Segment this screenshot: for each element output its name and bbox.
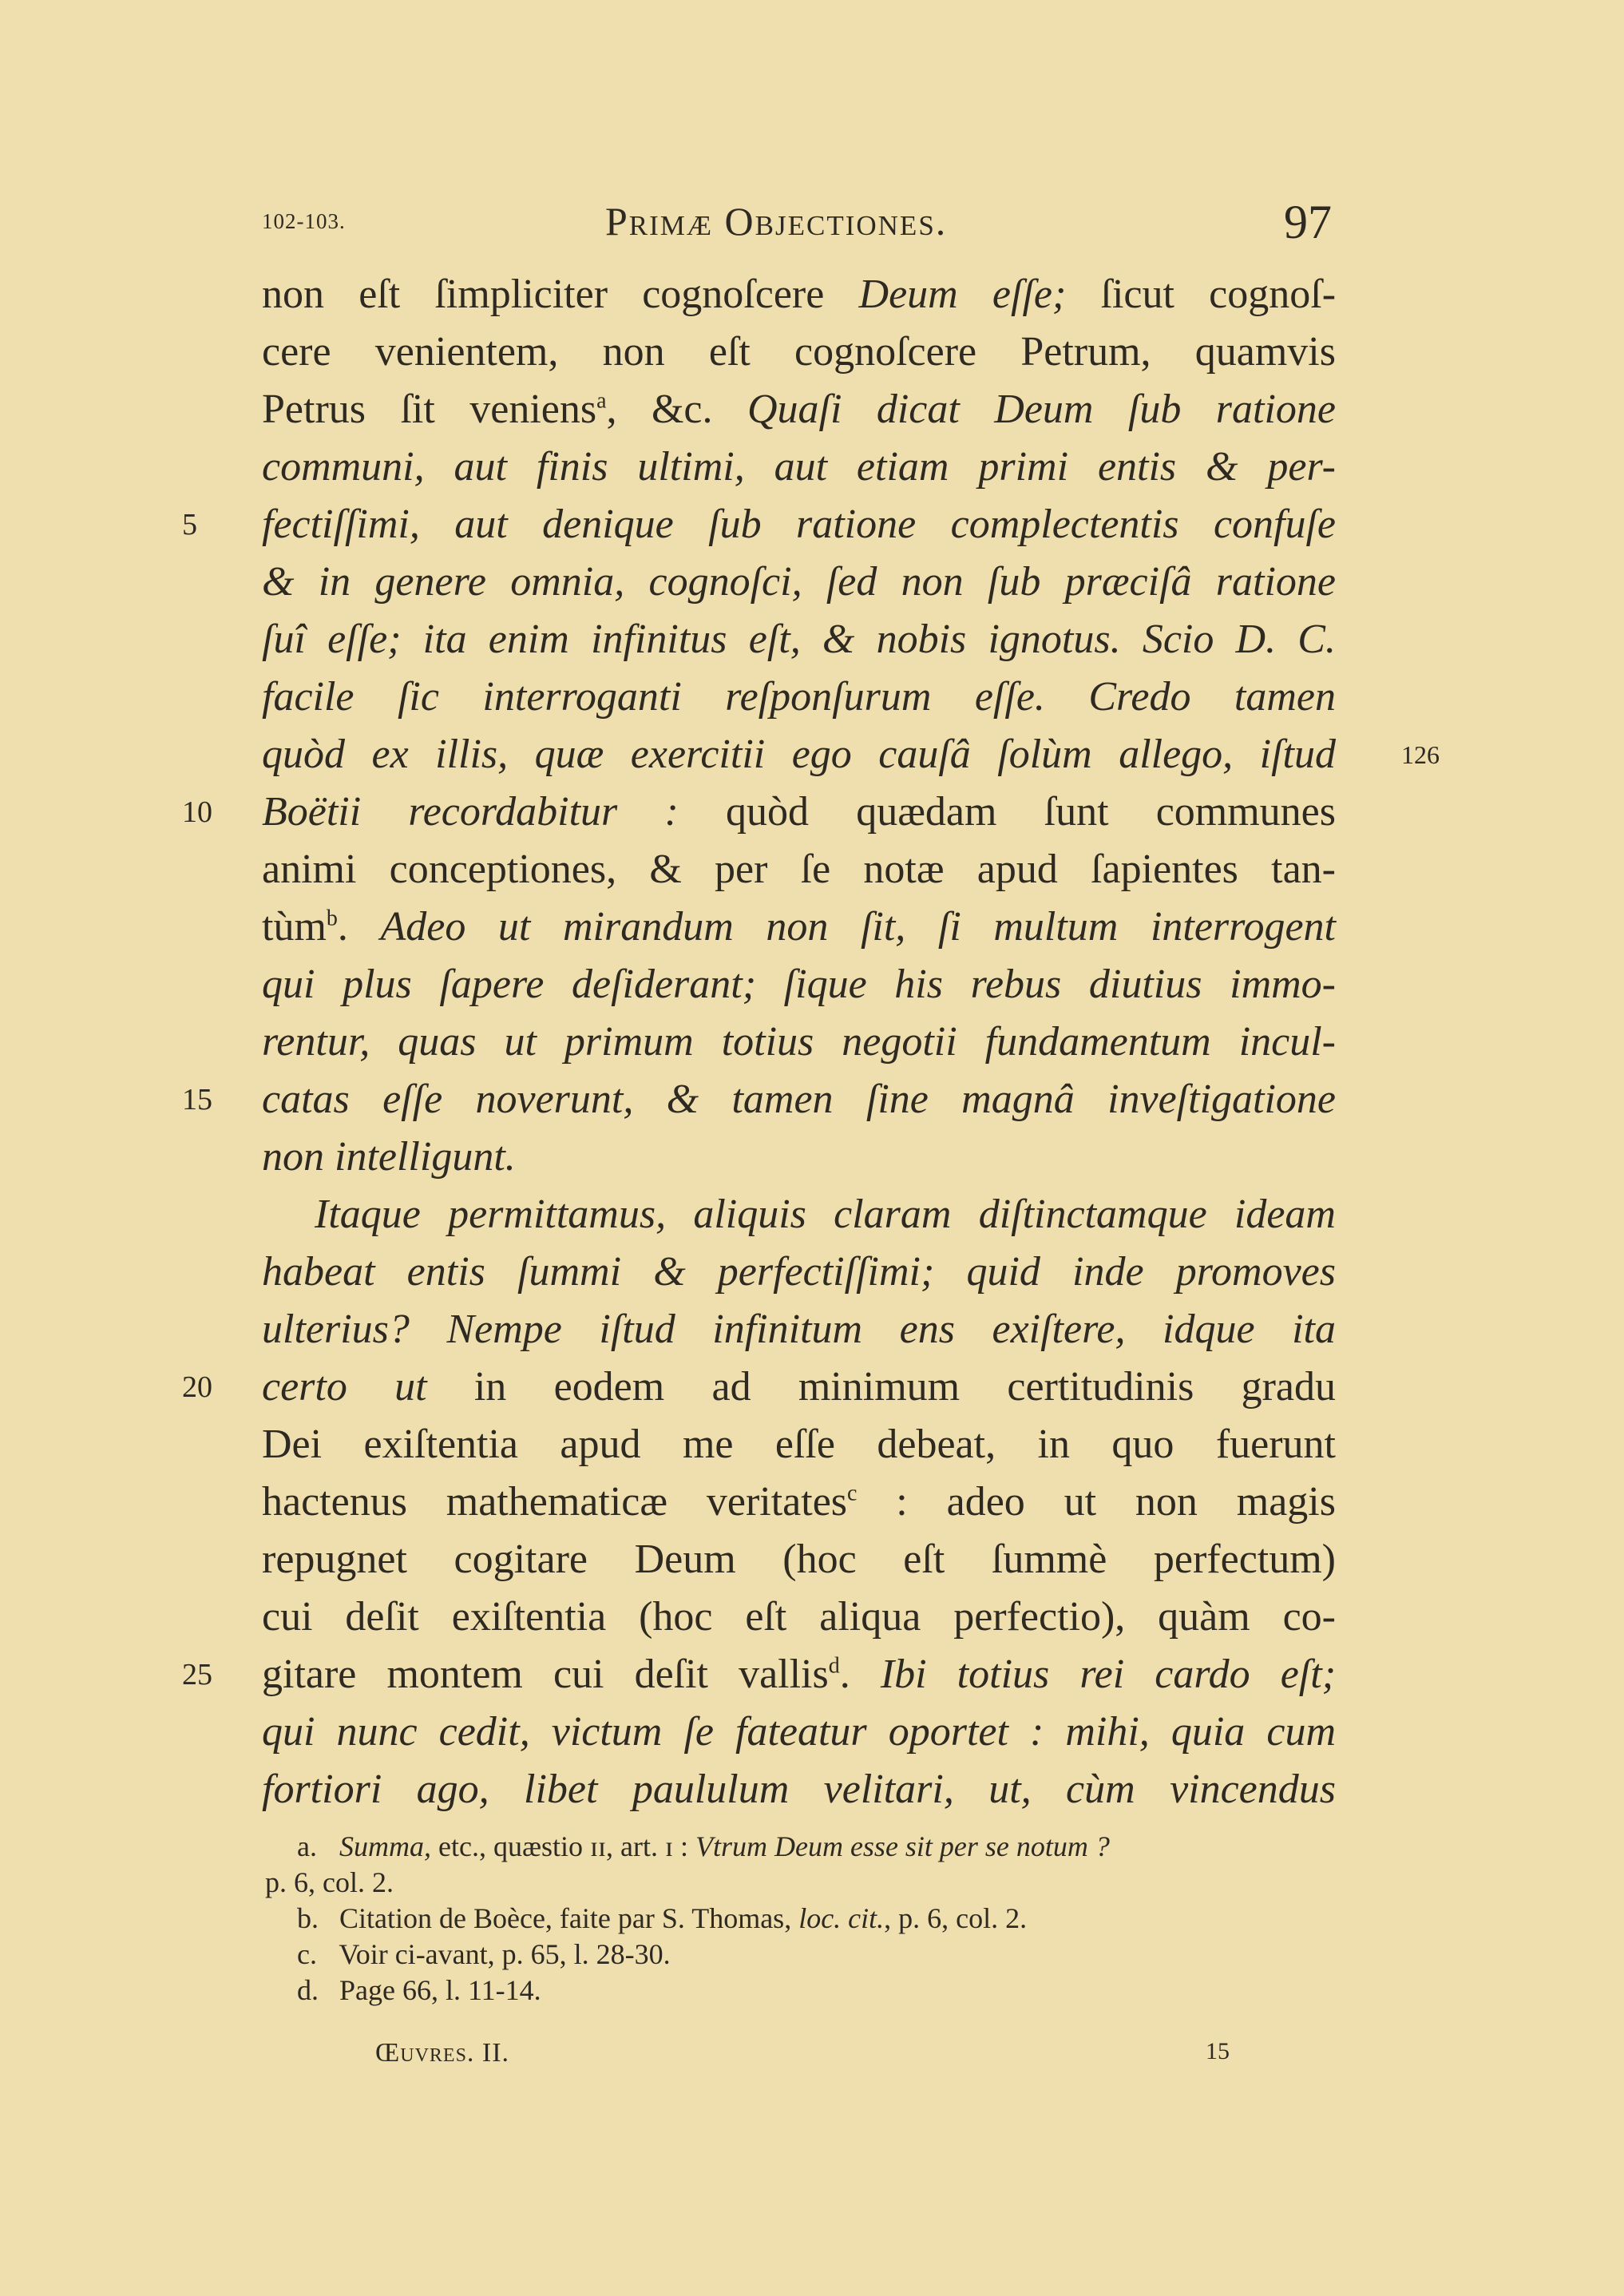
- italic-text: habeat entis ſummi & perfectiſſimi; quid inde promoves: [262, 1249, 1336, 1295]
- italic-text: Summa,: [339, 1830, 431, 1862]
- text-line: [262, 1416, 1336, 1473]
- italic-text: Adeo ut mirandum non ſit, ſi multum interrogent: [380, 904, 1336, 950]
- line-number: 20: [182, 1370, 212, 1404]
- text-line: [262, 1588, 1336, 1646]
- footnotes: [265, 1829, 1339, 2009]
- footnote-letter: d.: [297, 1974, 319, 2006]
- text-line: [262, 266, 1336, 323]
- text-line: [262, 1186, 1336, 1243]
- text-line: [262, 898, 1336, 956]
- italic-text: Deum eſſe;: [858, 272, 1067, 317]
- footnote-marker: a: [596, 388, 607, 414]
- text-segment: : adeo ut non magis: [857, 1479, 1336, 1525]
- text-line: [262, 1761, 1336, 1818]
- text-line: [262, 841, 1336, 898]
- italic-text: loc. cit.: [798, 1902, 885, 1934]
- text-line: [262, 323, 1336, 381]
- italic-text: Quaſi dicat Deum ſub ratione: [747, 387, 1337, 432]
- line-number: 15: [182, 1083, 212, 1116]
- footnote: [265, 1865, 1339, 1901]
- running-title: Primæ Objectiones.: [605, 199, 948, 244]
- text-segment: p. 6, col. 2.: [265, 1866, 394, 1898]
- italic-text: catas eſſe noverunt, & tamen ſine magnâ inveſtigatione: [262, 1077, 1336, 1122]
- text-segment: cui deſit exiſtentia (hoc eſt aliqua perfectio), quàm co-: [262, 1594, 1336, 1640]
- footnote-marker: c: [847, 1481, 858, 1506]
- footnote-marker: b: [326, 906, 338, 931]
- text-line: [262, 1128, 1336, 1186]
- text-line: [262, 1013, 1336, 1071]
- text-line: [182, 1646, 1337, 1703]
- text-segment: tùm: [262, 904, 327, 950]
- text-line: [262, 381, 1336, 438]
- text-segment: Citation de Boèce, faite par S. Thomas,: [339, 1902, 799, 1934]
- italic-text: facile ſic interroganti reſponſurum eſſe. Credo tamen: [262, 674, 1336, 720]
- italic-text: communi, aut finis ultimi, aut etiam primi entis & per-: [262, 444, 1336, 490]
- text-line: [262, 1531, 1336, 1588]
- text-line: [182, 1071, 1336, 1128]
- text-line: [262, 438, 1336, 496]
- text-segment: quòd quædam ſunt communes: [678, 789, 1337, 835]
- text-line: [262, 611, 1336, 668]
- text-segment: Petrus ſit veniens: [262, 387, 597, 432]
- text-line: [182, 1358, 1336, 1416]
- footnote-letter: b.: [297, 1902, 319, 1934]
- italic-text: non intelligunt.: [262, 1134, 516, 1180]
- text-segment: Page 66, l. 11-14.: [339, 1974, 541, 2006]
- text-segment: hactenus mathematicæ veritates: [262, 1479, 848, 1525]
- line-number: 10: [182, 795, 212, 829]
- running-head: [262, 198, 1332, 254]
- text-line: [262, 956, 1336, 1013]
- italic-text: qui nunc cedit, victum ſe fateatur oportet : mihi, quia cum: [262, 1709, 1336, 1755]
- text-line: [262, 726, 1440, 783]
- text-segment: , p. 6, col. 2.: [884, 1902, 1028, 1934]
- text-segment: cere venientem, non eſt cognoſcere Petrum, quamvis: [262, 329, 1336, 375]
- footnote: [265, 1901, 1339, 1937]
- italic-text: & in genere omnia, cognoſci, ſed non ſub præciſâ ratione: [262, 559, 1336, 605]
- footnote-letter: a.: [297, 1830, 317, 1862]
- text-segment: .: [839, 1652, 881, 1697]
- footnote: [265, 1973, 1339, 2009]
- text-line: [262, 1473, 1336, 1531]
- italic-text: Itaque permittamus, aliquis claram diſtinctamque ideam: [315, 1192, 1336, 1237]
- footnote: [265, 1937, 1339, 1973]
- italic-text: fectiſſimi, aut denique ſub ratione complectentis confuſe: [262, 502, 1336, 547]
- page-number: 97: [1284, 196, 1332, 248]
- text-segment: Dei exiſtentia apud me eſſe debeat, in quo fuerunt: [262, 1422, 1336, 1467]
- margin-page-reference: 126: [1401, 740, 1440, 769]
- text-line: [182, 783, 1337, 841]
- text-segment: gitare montem cui deſit vallis: [262, 1652, 829, 1697]
- text-line: [182, 496, 1336, 553]
- text-segment: repugnet cogitare Deum (hoc eſt ſummè perfectum): [262, 1537, 1336, 1582]
- text-segment: .: [337, 904, 381, 950]
- italic-text: quòd ex illis, quæ exercitii ego cauſâ ſolùm allego, iſtud: [262, 732, 1336, 777]
- line-number: 25: [182, 1658, 212, 1691]
- italic-text: Vtrum Deum esse sit per se notum ?: [695, 1830, 1110, 1862]
- italic-text: certo ut: [262, 1364, 427, 1410]
- italic-text: Ibi totius rei cardo eſt;: [880, 1652, 1337, 1697]
- italic-text: ſuî eſſe; ita enim infinitus eſt, & nobis ignotus. Scio D. C.: [262, 617, 1336, 662]
- text-line: [262, 1301, 1336, 1358]
- italic-text: rentur, quas ut primum totius negotii fundamentum incul-: [262, 1019, 1336, 1065]
- text-segment: , &c.: [606, 387, 747, 432]
- italic-text: fortiori ago, libet paululum velitari, ut, cùm vincendus: [262, 1767, 1336, 1812]
- text-segment: in eodem ad minimum certitudinis gradu: [426, 1364, 1336, 1410]
- italic-text: Boëtii recordabitur :: [262, 789, 679, 835]
- italic-text: qui plus ſapere deſiderant; ſique his rebus diutius immo-: [262, 962, 1336, 1007]
- text-segment: Voir ci-avant, p. 65, l. 28-30.: [339, 1938, 671, 1970]
- signature-number: 15: [1206, 2038, 1230, 2064]
- text-segment: ſicut cognoſ-: [1066, 272, 1337, 317]
- italic-text: ulterius? Nempe iſtud infinitum ens exiſtere, idque ita: [262, 1307, 1336, 1352]
- line-number: 5: [182, 508, 197, 541]
- text-segment: non eſt ſimpliciter cognoſcere: [262, 272, 859, 317]
- text-segment: animi conceptiones, & per ſe notæ apud ſapientes tan-: [262, 847, 1336, 892]
- text-line: [262, 668, 1336, 726]
- body-text: [182, 266, 1440, 1818]
- text-line: [262, 1703, 1336, 1761]
- footnote-marker: d: [828, 1653, 840, 1679]
- signature-label: Œuvres. II.: [375, 2038, 510, 2068]
- footnote-letter: c.: [297, 1938, 317, 1970]
- text-segment: etc., quæstio ɪɪ, art. ɪ :: [431, 1830, 695, 1862]
- footnote: [265, 1829, 1339, 1865]
- page-range: 102-103.: [262, 209, 346, 233]
- text-line: [262, 553, 1336, 611]
- text-line: [262, 1243, 1336, 1301]
